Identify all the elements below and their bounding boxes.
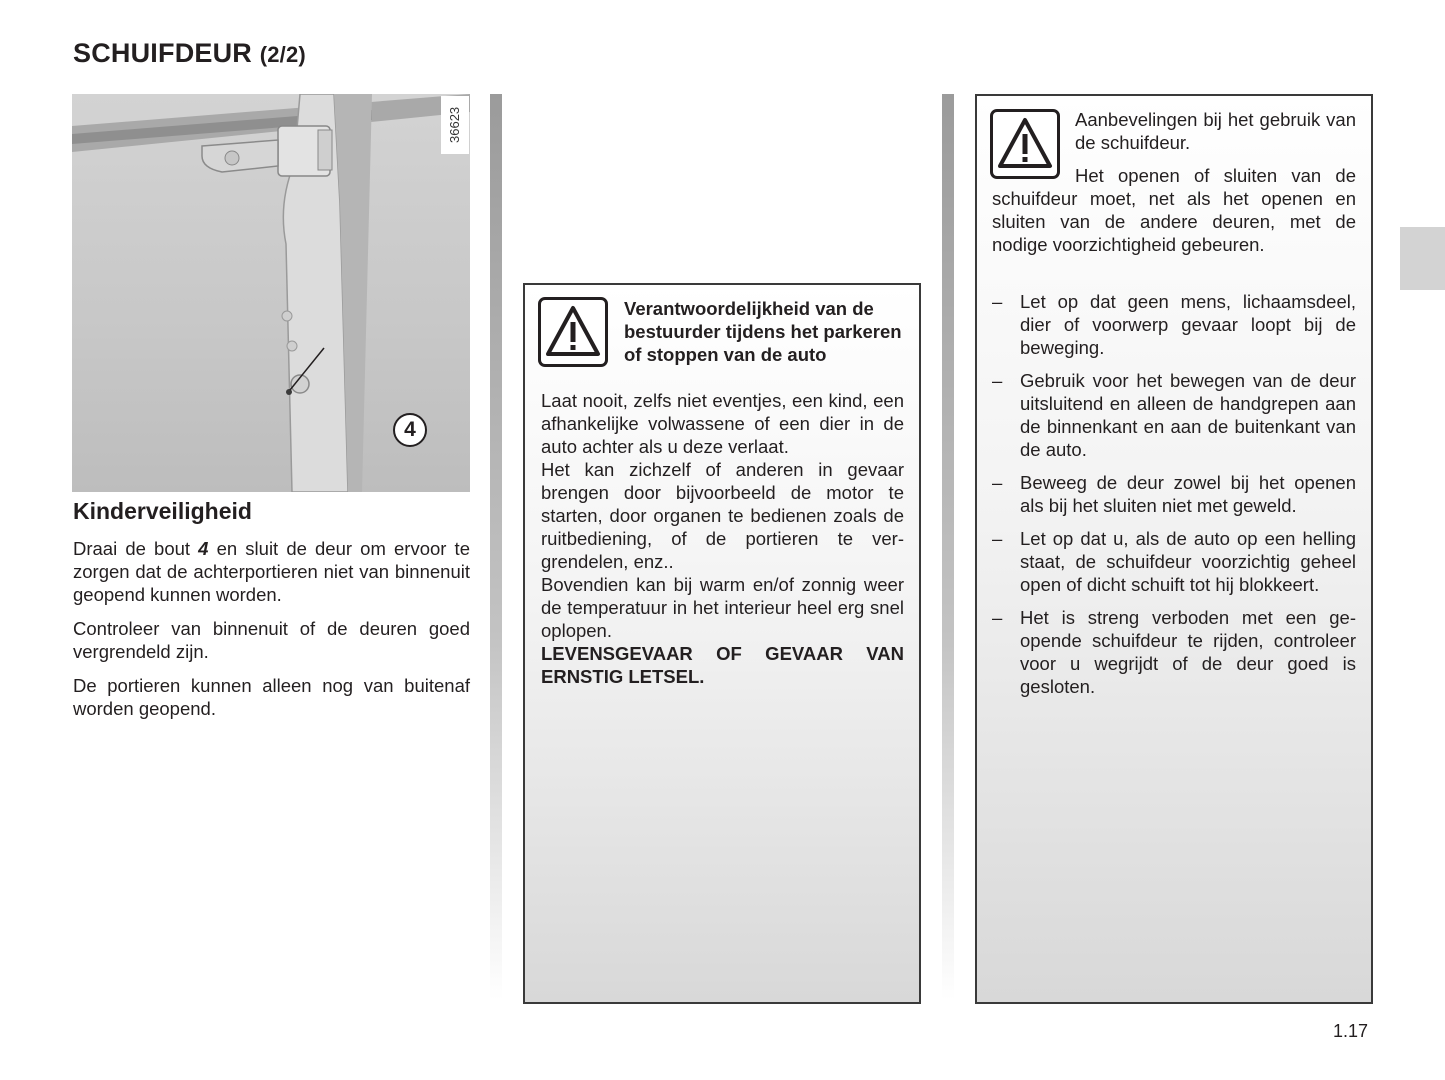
latch-arm xyxy=(202,140,278,172)
page-title: SCHUIFDEUR (2/2) xyxy=(73,38,306,68)
warning-box-parking xyxy=(523,283,921,1004)
warning-paragraph: Het kan zichzelf of anderen in gevaar brengen door bijvoorbeeld de motor te starten, door organen te bedienen zoals de ruitbediening, of de portieren te vergrendelen, enz.. xyxy=(541,459,904,572)
latch-bolt xyxy=(225,151,239,165)
list-item: – Let op dat geen mens, lichaamsdeel, dier of voorwerp gevaar loopt bij de beweging. xyxy=(992,291,1356,358)
list-item: – Gebruik voor het bewegen van de deur uitsluitend en alleen de handgrepen aan de binnenkant en aan de buitenkant van de auto. xyxy=(992,370,1356,460)
warning-paragraph: Het openen of sluiten van de schuifdeur moet, net als het openen en sluiten van de andere deuren, met de nodige voorzichtigheid gebeuren. xyxy=(992,165,1356,255)
warning-danger-statement: LEVENSGEVAAR OF GEVAAR VAN ERNSTIG LETSEL. xyxy=(541,643,904,687)
warning-paragraph: Bovendien kan bij warm en/of zonnig weer de temperatuur in het interieur heel erg snel oplopen. xyxy=(541,574,904,641)
lock-hole xyxy=(282,311,292,321)
body-paragraph: Draai de bout 4 en sluit de deur om ervoor te zorgen dat de achterportieren niet van binnenuit geopend kunnen worden. xyxy=(73,538,470,605)
warning-paragraph: Laat nooit, zelfs niet eventjes, een kind, een afhankelijke volwassene of een dier in de auto achter als u deze verlaat. xyxy=(541,390,904,457)
warning-list xyxy=(992,290,1356,708)
body-paragraph: Controleer van binnenuit of de deuren goed vergrendeld zijn. xyxy=(73,618,470,662)
body-paragraph: De portieren kunnen alleen nog van buitenaf worden geopend. xyxy=(73,675,470,719)
list-item: – Let op dat u, als de auto op een helling staat, de schuifdeur voorzichtig geheel open of dicht schuift tot hij blokkeert. xyxy=(992,528,1356,595)
page-number: 1.17 xyxy=(1333,1021,1369,1041)
lock-hole xyxy=(287,341,297,351)
sliding-door-lock-illustration xyxy=(72,94,470,492)
column-separator xyxy=(490,94,502,1000)
warning-triangle-icon xyxy=(538,297,608,367)
chapter-tab xyxy=(1400,227,1445,290)
latch-plate xyxy=(318,130,332,170)
list-item: – Beweeg de deur zowel bij het openen als bij het sluiten niet met geweld. xyxy=(992,472,1356,516)
column-separator xyxy=(942,94,954,1000)
figure-code: 36623 xyxy=(441,96,469,154)
child-lock-slot xyxy=(286,389,292,395)
callout-reference: 4 xyxy=(198,538,209,559)
warning-box-sliding-door xyxy=(975,94,1373,1004)
list-item: – Het is streng verboden met een geopende schuifdeur te rijden, controleer voor u wegrijdt of de deur goed is gesloten. xyxy=(992,607,1356,697)
section-heading: Kinderveiligheid xyxy=(73,498,252,524)
warning-intro: Aanbevelingen bij het gebruik van de schuifdeur. xyxy=(1075,109,1356,153)
page-part-indicator: (2/2) xyxy=(259,42,306,67)
warning-heading: Verantwoordelijkheid van de bestuurder tijdens het parkeren of stoppen van de auto xyxy=(624,298,902,365)
warning-body xyxy=(541,389,904,688)
callout-label: 4 xyxy=(393,413,427,447)
